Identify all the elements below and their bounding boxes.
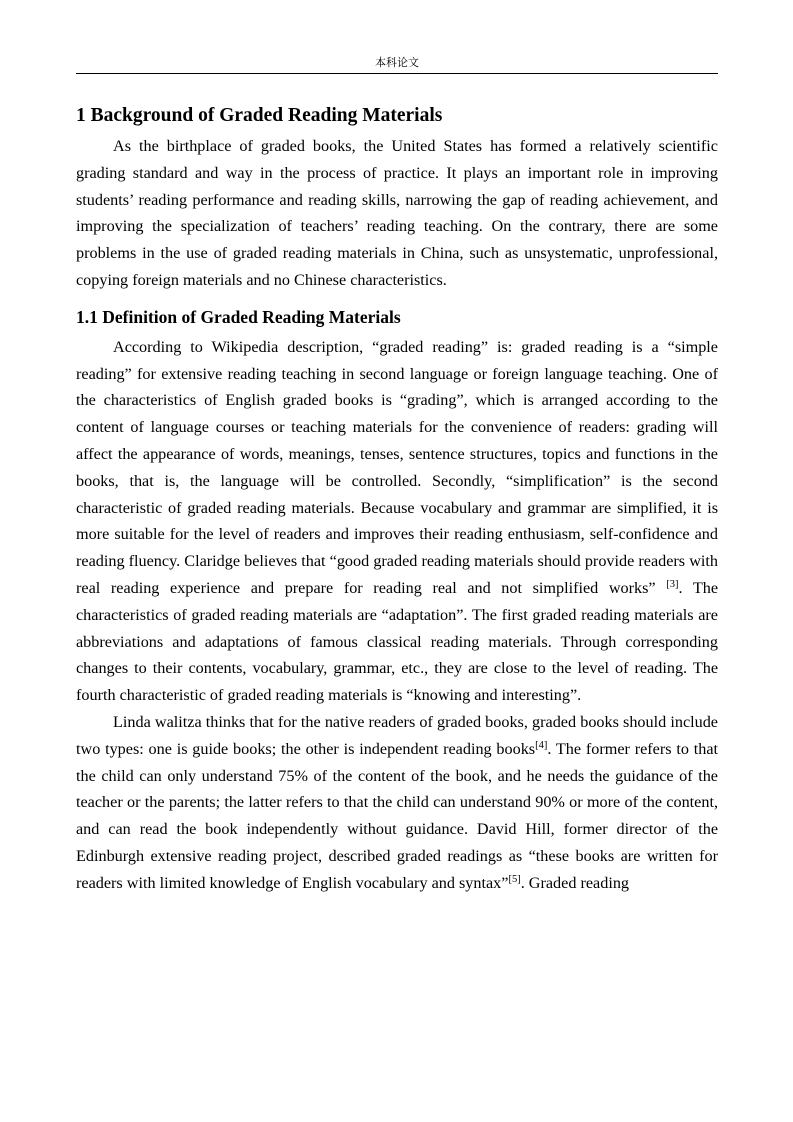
paragraph-text: . The former refers to that the child can only understand 75% of the content of the book, and he needs the guidance of the teacher or the parents; the latter refers to that the child can understand 90% or more of the content, and can read the book independently without guidance. David Hill, former director of the Edinburgh extensive reading project, described graded readings as “these books are written for readers with limited knowledge of English vocabulary and syntax” xyxy=(76,739,718,892)
paragraph-text: Linda walitza thinks that for the native readers of graded books, graded books should include two types: one is guide books; the other is independent reading books xyxy=(76,712,718,758)
section-heading: 1 Background of Graded Reading Materials xyxy=(76,105,443,126)
citation-marker: [3] xyxy=(666,578,679,590)
paragraph-text: According to Wikipedia description, “graded reading” is: graded reading is a “simple reading” for extensive reading teaching in second language or foreign language teaching. One of the characteristics of English graded books is “grading”, which is arranged according to the content of language courses or teaching materials for the convenience of readers: grading will affect the appearance of words, meanings, tenses, sentence structures, topics and functions in the books, that is, the language will be controlled. Secondly, “simplification” is the second characteristic of graded reading materials. Because vocabulary and grammar are simplified, it is more suitable for the level of readers and improves their reading enthusiasm, self-confidence and reading fluency. Claridge believes that “good graded reading materials should provide readers with real reading experience and prepare for reading real and not simplified works” xyxy=(76,337,718,597)
citation-marker: [4] xyxy=(535,739,548,751)
section-paragraph: As the birthplace of graded books, the United States has formed a relatively scientific grading standard and way in the process of practice. It plays an important role in improving students’ reading performance and reading skills, narrowing the gap of reading achievement, and improving the specialization of teachers’ reading teaching. On the contrary, there are some problems in the use of graded reading materials in China, such as unsystematic, unprofessional, copying foreign materials and no Chinese characteristics. xyxy=(76,137,718,289)
paragraph-text: . The characteristics of graded reading materials are “adaptation”. The first graded reading materials are abbreviations and adaptations of famous classical reading materials. Through corresponding changes to their contents, vocabulary, grammar, etc., they are close to the level of reading. The fourth characteristic of graded reading materials is “knowing and interesting”. xyxy=(76,578,718,705)
walitza-paragraph xyxy=(76,709,718,897)
subsection-heading: 1.1 Definition of Graded Reading Materials xyxy=(76,306,401,327)
paragraph-text: . Graded reading xyxy=(520,873,630,892)
citation-marker: [5] xyxy=(508,873,521,885)
page-body xyxy=(76,103,718,897)
header-rule xyxy=(76,73,718,74)
running-header: 本科论文 xyxy=(375,57,419,69)
definition-paragraph xyxy=(76,334,718,709)
